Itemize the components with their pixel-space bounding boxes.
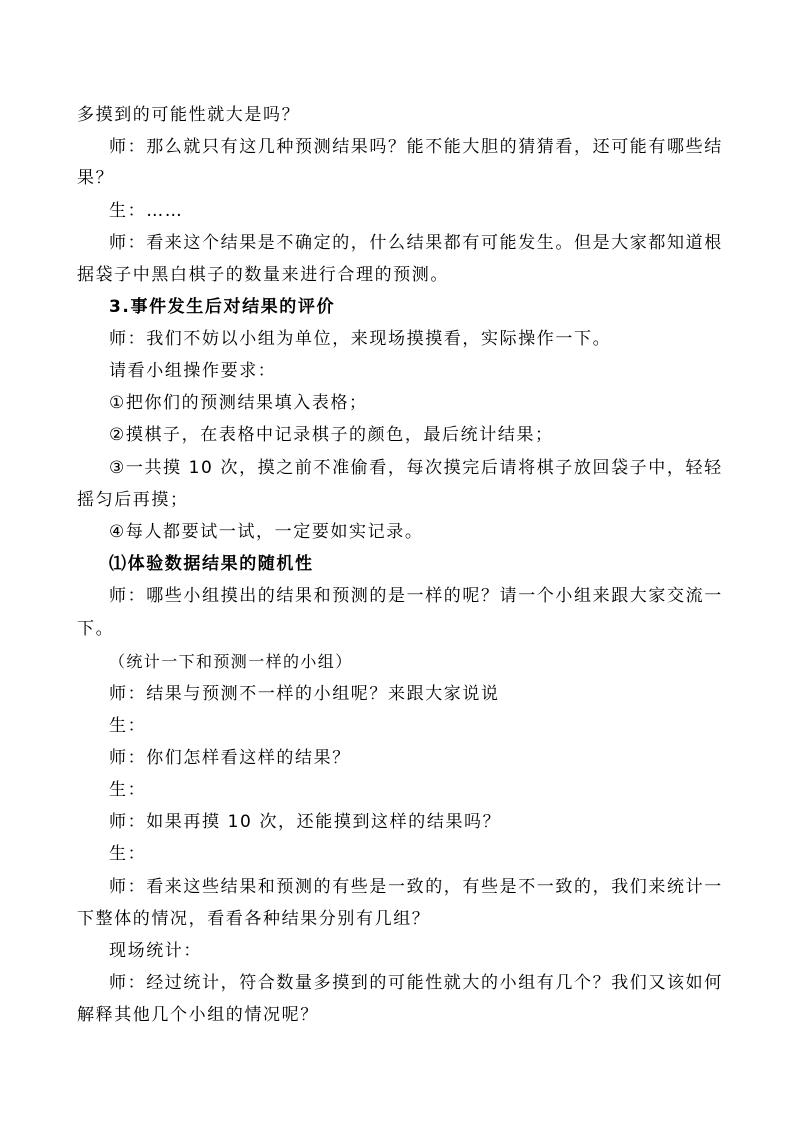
text-line: 师：哪些小组摸出的结果和预测的是一样的呢？请一个小组来跟大家交流一 xyxy=(109,586,723,606)
text-line: 师：看来这些结果和预测的有些是一致的，有些是不一致的，我们来统计一 xyxy=(109,877,723,897)
text-line: 果？ xyxy=(77,168,115,188)
text-line: 下整体的情况，看看各种结果分别有几组？ xyxy=(77,909,431,929)
note-line: （统计一下和预测一样的小组） xyxy=(109,652,353,671)
text-line: 师：那么就只有这几种预测结果吗？能不能大胆的猜猜看，还可能有哪些结 xyxy=(109,137,723,157)
text-line: 下。 xyxy=(77,619,115,639)
text-line: 请看小组操作要求： xyxy=(109,361,277,381)
text-line: 据袋子中黑白棋子的数量来进行合理的预测。 xyxy=(77,265,449,285)
text-line: 多摸到的可能性就大是吗？ xyxy=(77,105,301,125)
text-line: 师：结果与预测不一样的小组呢？来跟大家说说 xyxy=(109,684,500,704)
list-item: ②摸棋子，在表格中记录棋子的颜色，最后统计结果； xyxy=(109,425,554,445)
subsection-heading: ⑴体验数据结果的随机性 xyxy=(109,554,314,574)
list-item: ①把你们的预测结果填入表格； xyxy=(109,393,368,413)
text-line: 生： xyxy=(109,716,147,736)
text-line: 生： xyxy=(109,780,147,800)
text-line: 解释其他几个小组的情况呢？ xyxy=(77,1005,319,1025)
text-line: 师：你们怎样看这样的结果？ xyxy=(109,748,351,768)
text-line: 摇匀后再摸； xyxy=(77,490,189,510)
text-line: 师：看来这个结果是不确定的，什么结果都有可能发生。但是大家都知道根 xyxy=(109,233,723,253)
text-line: 师：我们不妨以小组为单位，来现场摸摸看，实际操作一下。 xyxy=(109,329,612,349)
list-item: ③一共摸 10 次，摸之前不准偷看，每次摸完后请将棋子放回袋子中，轻轻 xyxy=(109,458,723,478)
text-line: 师：经过统计，符合数量多摸到的可能性就大的小组有几个？我们又该如何 xyxy=(109,973,723,993)
text-line: 现场统计： xyxy=(109,941,202,961)
list-item: ④每人都要试一试，一定要如实记录。 xyxy=(109,522,424,542)
text-line: 生：…… xyxy=(109,201,184,221)
section-heading: 3.事件发生后对结果的评价 xyxy=(109,297,336,317)
text-line: 生： xyxy=(109,844,147,864)
text-line: 师：如果再摸 10 次，还能摸到这样的结果吗？ xyxy=(109,812,502,832)
